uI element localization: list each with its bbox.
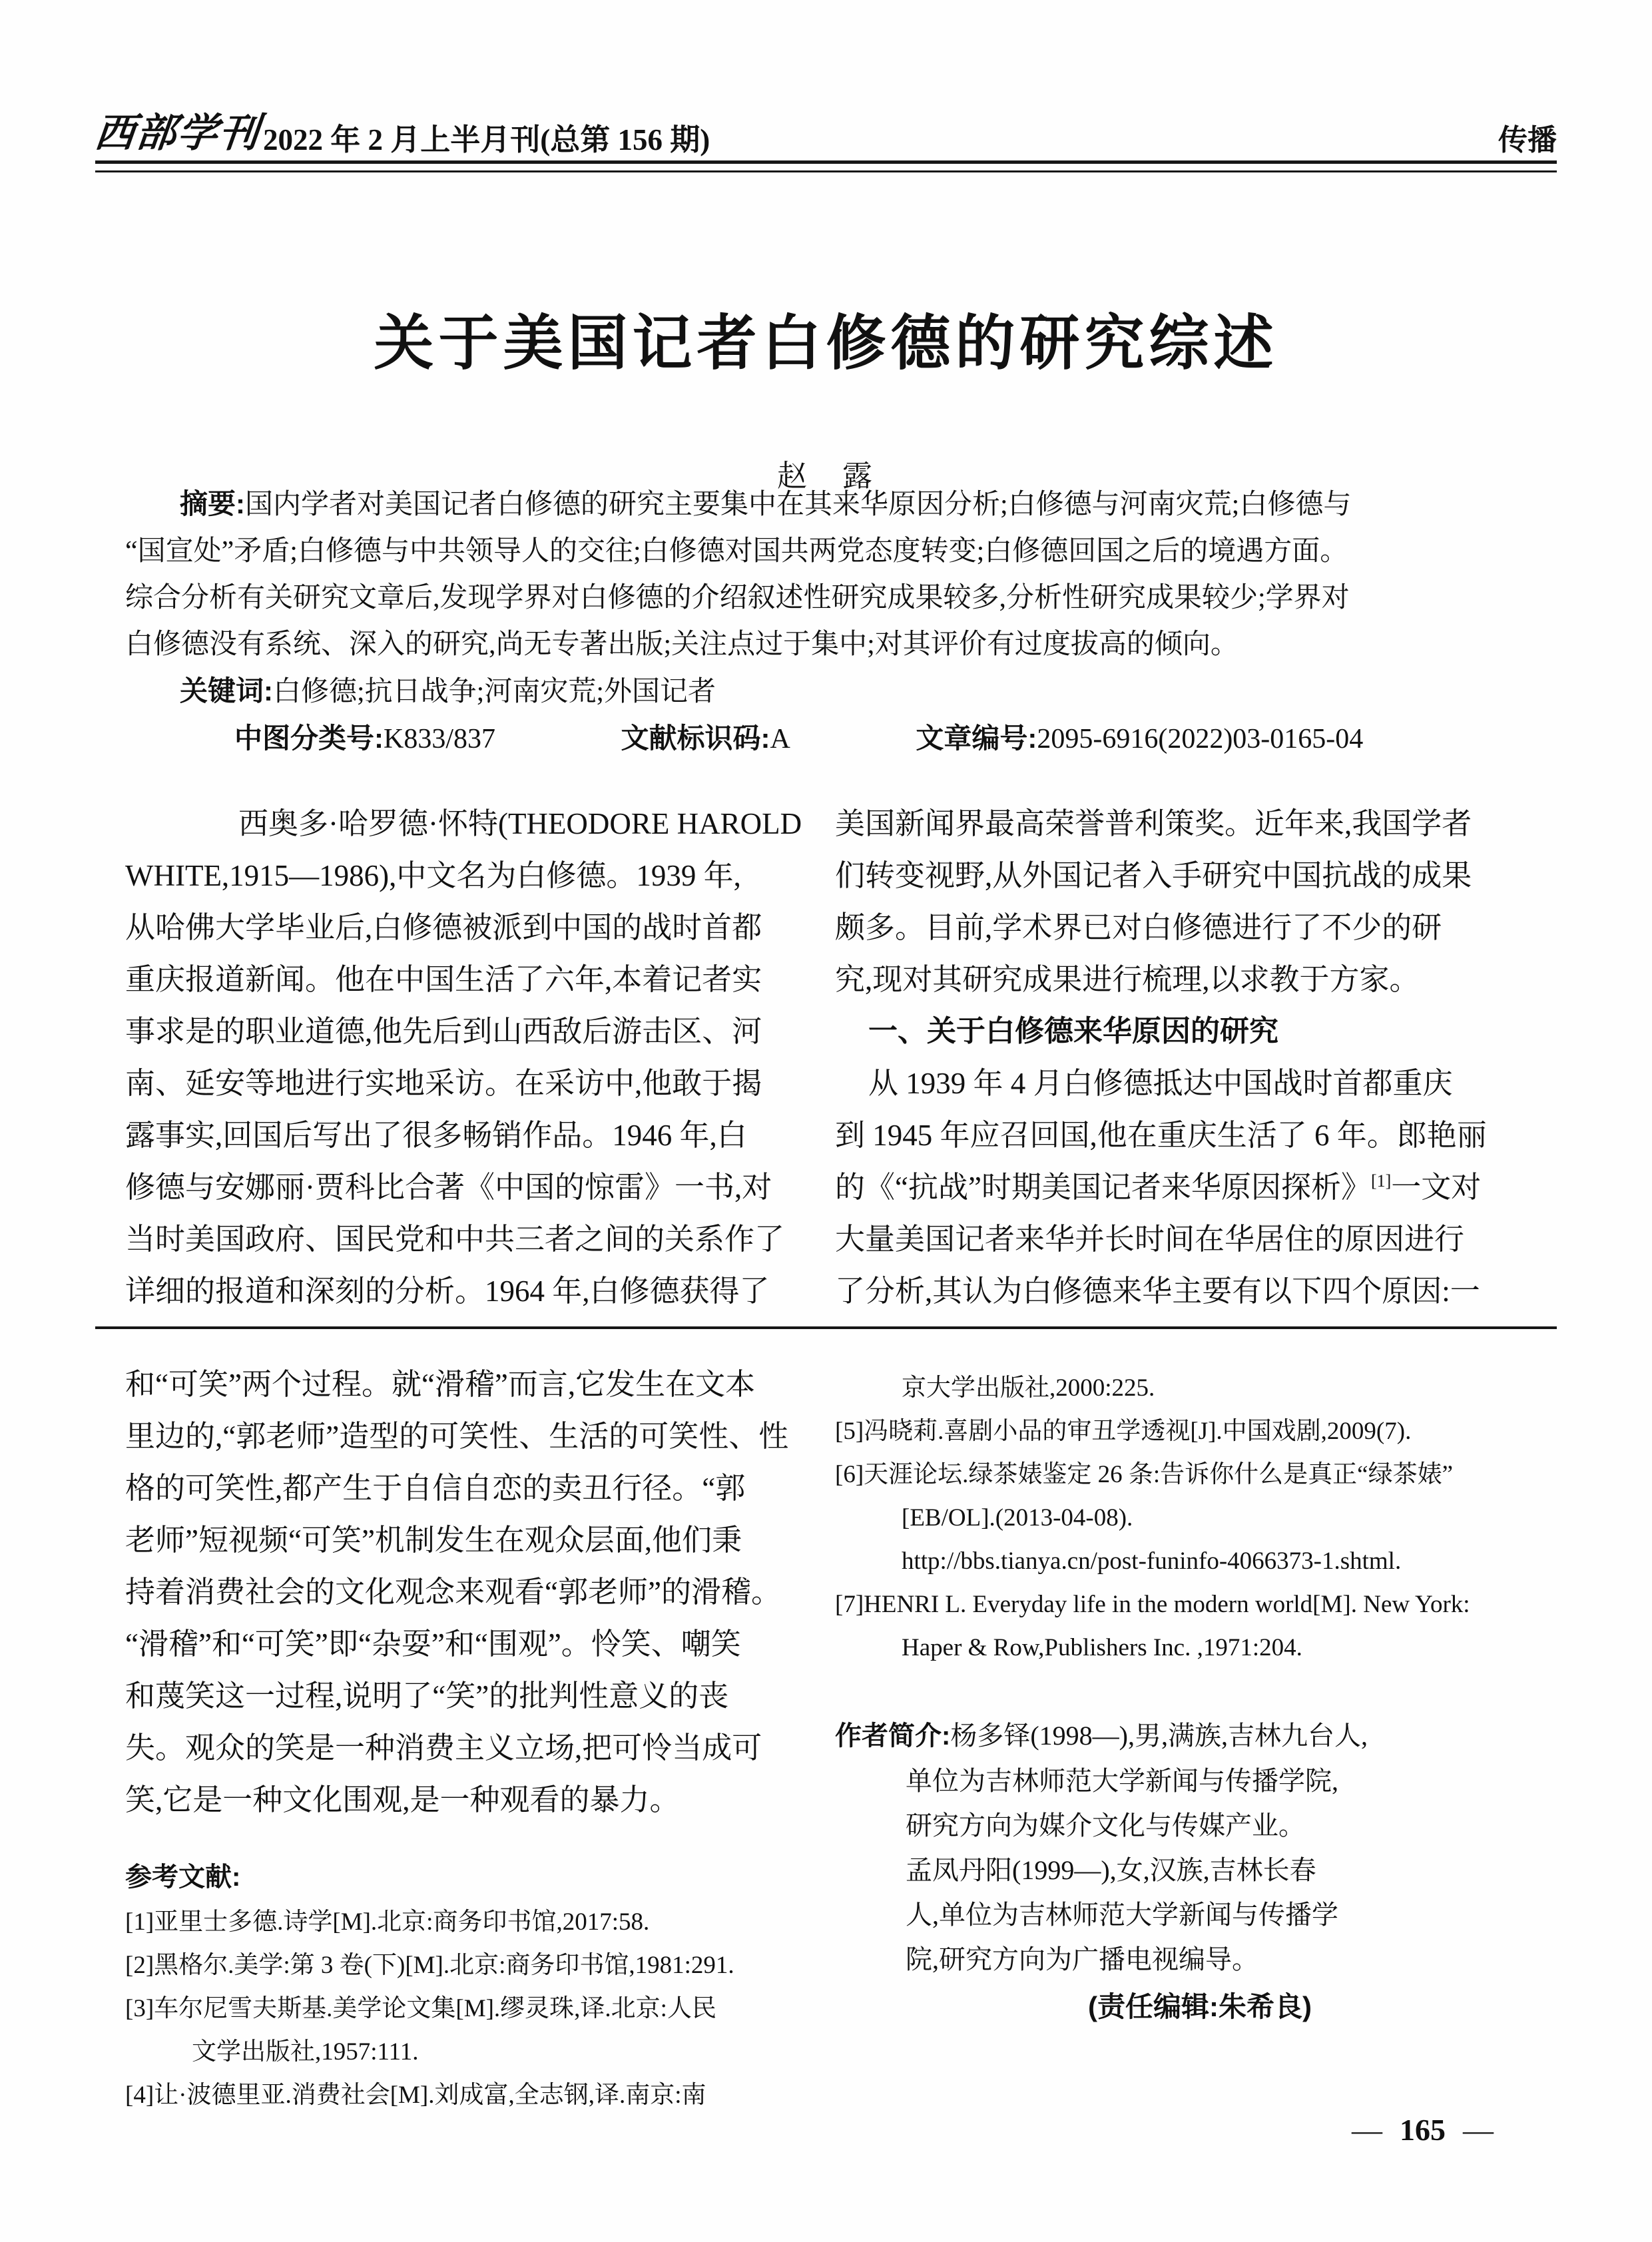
body-line: 西奥多·哈罗德·怀特(THEODORE HAROLD [238, 807, 802, 840]
body-line: 了分析,其认为白修德来华主要有以下四个原因:一 [835, 1274, 1480, 1308]
reference-item: [5]冯晓莉.喜剧小品的审丑学透视[J].中国戏剧,2009(7). [835, 1418, 1412, 1445]
abstract-line: “国宣处”矛盾;白修德与中共领导人的交往;白修德对国共两党态度转变;白修德回国之后的境遇方面。 [125, 536, 1348, 567]
body-line: 和蔑笑这一过程,说明了“笑”的批判性意义的丧 [125, 1679, 729, 1713]
meta-line [125, 715, 1531, 762]
bottom-left-column [125, 1358, 807, 2117]
footer-dash-left: — [1352, 2113, 1382, 2147]
body-line: 和“可笑”两个过程。就“滑稽”而言,它发生在文本 [125, 1368, 756, 1401]
reference-item: [7]HENRI L. Everyday life in the modern world[M]. New York: [835, 1591, 1470, 1618]
bio-line: 研究方向为媒介文化与传媒产业。 [906, 1811, 1305, 1840]
body-line: 修德与安娜丽·贾科比合著《中国的惊雷》一书,对 [125, 1171, 772, 1204]
abstract-line [125, 481, 1531, 528]
bio-line: 单位为吉林师范大学新闻与传播学院, [906, 1766, 1338, 1796]
article-id-value: 2095-6916(2022)03-0165-04 [1037, 724, 1364, 754]
article-id-label: 文章编号: [916, 722, 1037, 754]
body-line: 详细的报道和深刻的分析。1964 年,白修德获得了 [125, 1274, 770, 1308]
keywords-text: 白修德;抗日战争;河南灾荒;外国记者 [273, 677, 716, 707]
body-line: 格的可笑性,都产生于自信自恋的卖丑行径。“郭 [125, 1472, 746, 1505]
body-line: 事求是的职业道德,他先后到山西敌后游击区、河 [125, 1015, 762, 1048]
header-left [95, 101, 710, 158]
clc-group [180, 715, 495, 762]
author-bio-label: 作者简介: [835, 1721, 951, 1751]
abstract-label: 摘要: [180, 488, 245, 519]
page-header [95, 101, 1557, 158]
page-number: 165 [1400, 2113, 1446, 2147]
reference-item-continuation: 京大学出版社,2000:225. [902, 1374, 1155, 1402]
body-line: 持着消费社会的文化观念来观看“郭老师”的滑稽。 [125, 1575, 781, 1609]
article-id-group [861, 715, 1363, 762]
body-line: 里边的,“郭老师”造型的可笑性、生活的可笑性、性 [125, 1420, 789, 1453]
article-author: 赵 露 [776, 459, 875, 493]
citation-line-pre: 的《“抗战”时期美国记者来华原因探析》 [835, 1171, 1371, 1204]
keywords-label: 关键词: [180, 675, 273, 706]
bio-line: 人,单位为吉林师范大学新闻与传播学 [906, 1900, 1338, 1930]
body-line: 颇多。目前,学术界已对白修德进行了不少的研 [835, 911, 1442, 944]
body-line: 当时美国政府、国民党和中共三者之间的关系作了 [125, 1223, 785, 1256]
body-left-column [125, 798, 807, 1317]
author-bio [835, 1713, 1531, 1982]
body-line: 失。观众的笑是一种消费主义立场,把可怜当成可 [125, 1731, 762, 1765]
doc-code-group [567, 715, 790, 762]
body-line: 从 1939 年 4 月白修德抵达中国战时首都重庆 [868, 1067, 1453, 1100]
body-line: 重庆报道新闻。他在中国生活了六年,本着记者实 [125, 963, 762, 996]
article-title: 关于美国记者白修德的研究综述 [374, 311, 1278, 377]
body-right-column [835, 798, 1531, 1317]
body-line: 南、延安等地进行实地采访。在采访中,他敢于揭 [125, 1067, 762, 1100]
body-line: 究,现对其研究成果进行梳理,以求教于方家。 [835, 963, 1420, 996]
body-line-with-citation [835, 1161, 1531, 1213]
body-line: WHITE,1915—1986),中文名为白修德。1939 年, [125, 859, 741, 892]
body-line: “滑稽”和“可笑”即“杂耍”和“围观”。怜笑、嘲笑 [125, 1627, 741, 1661]
bio-text: 杨多铎(1998—),男,满族,吉林九台人, [950, 1721, 1368, 1751]
reference-item: [1]亚里士多德.诗学[M].北京:商务印书馆,2017:58. [125, 1908, 650, 1936]
doc-code-label: 文献标识码: [621, 722, 770, 754]
header-rule-top [95, 160, 1557, 164]
reference-item-continuation: 文学出版社,1957:111. [192, 2038, 419, 2066]
abstract-text: 国内学者对美国记者白修德的研究主要集中在其来华原因分析;白修德与河南灾荒;白修德与 [245, 489, 1352, 520]
bio-line: 孟凤丹阳(1999—),女,汉族,吉林长春 [906, 1855, 1316, 1885]
body-line: 老师”短视频“可笑”机制发生在观众层面,他们秉 [125, 1524, 742, 1557]
header-rule-bottom [95, 170, 1557, 172]
issue-info: 2022 年 2 月上半月刊(总第 156 期) [263, 123, 710, 156]
section-label: 传播 [1498, 124, 1557, 156]
body-line: 露事实,回国后写出了很多畅销作品。1946 年,白 [125, 1119, 747, 1152]
citation-line-post: 一文对 [1391, 1171, 1482, 1204]
journal-logo: 西部学刊 [93, 111, 262, 155]
reference-item: [6]天涯论坛.绿茶婊鉴定 26 条:告诉你什么是真正“绿茶婊” [835, 1461, 1454, 1488]
citation-superscript: [1] [1370, 1171, 1392, 1191]
body-line: 大量美国记者来华并长时间在华居住的原因进行 [835, 1223, 1465, 1256]
reference-url: http://bbs.tianya.cn/post-funinfo-4066373-1.shtml. [902, 1547, 1402, 1575]
front-matter [125, 481, 1531, 762]
article-divider-rule [95, 1326, 1557, 1329]
reference-item-continuation: [EB/OL].(2013-04-08). [902, 1504, 1133, 1532]
body-line: 们转变视野,从外国记者入手研究中国抗战的成果 [835, 859, 1472, 892]
page-footer [1352, 2112, 1494, 2147]
keywords-line [125, 668, 1531, 715]
reference-item: [2]黑格尔.美学:第 3 卷(下)[M].北京:商务印书馆,1981:291. [125, 1952, 734, 1979]
reference-item: [3]车尔尼雪夫斯基.美学论文集[M].缪灵珠,译.北京:人民 [125, 1995, 716, 2022]
references-heading: 参考文献: [125, 1862, 241, 1892]
section-heading: 一、关于白修德来华原因的研究 [868, 1015, 1278, 1047]
body-line: 笑,它是一种文化围观,是一种观看的暴力。 [125, 1783, 680, 1817]
clc-label: 中图分类号: [234, 722, 384, 754]
footer-dash-right: — [1463, 2113, 1494, 2147]
bottom-right-column [835, 1366, 1531, 2029]
clc-value: K833/837 [384, 724, 495, 754]
body-line: 到 1945 年应召回国,他在重庆生活了 6 年。郎艳丽 [835, 1119, 1487, 1152]
editor-note: (责任编辑:朱希良) [1088, 1991, 1312, 2022]
abstract-line: 综合分析有关研究文章后,发现学界对白修德的介绍叙述性研究成果较多,分析性研究成果较少;学界对 [125, 583, 1350, 613]
abstract-line: 白修德没有系统、深入的研究,尚无专著出版;关注点过于集中;对其评价有过度拔高的倾向。 [125, 629, 1239, 660]
article-body [125, 798, 1531, 1324]
doc-code-value: A [770, 724, 790, 754]
reference-item-continuation: Haper & Row,Publishers Inc. ,1971:204. [902, 1634, 1302, 1661]
body-line: 美国新闻界最高荣誉普利策奖。近年来,我国学者 [835, 807, 1472, 840]
body-line: 从哈佛大学毕业后,白修德被派到中国的战时首都 [125, 911, 762, 944]
bio-line [835, 1713, 1531, 1759]
bio-line: 院,研究方向为广播电视编导。 [906, 1944, 1258, 1974]
reference-item: [4]让·波德里亚.消费社会[M].刘成富,全志钢,译.南京:南 [125, 2082, 706, 2109]
